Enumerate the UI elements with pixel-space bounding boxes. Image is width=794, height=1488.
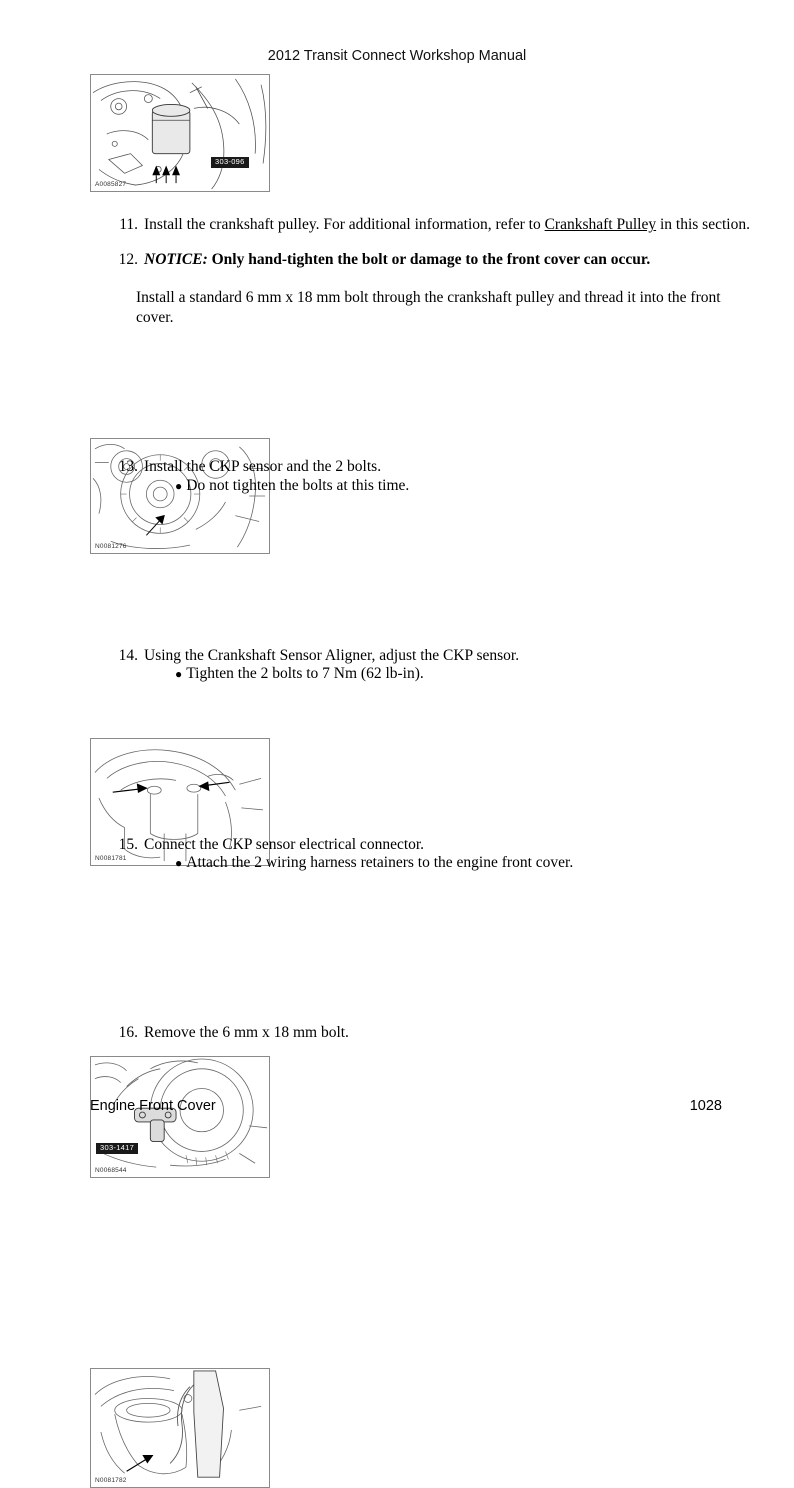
figure-5-caption: N0081782 bbox=[95, 1477, 127, 1484]
step-11 bbox=[112, 215, 752, 234]
step-16 bbox=[112, 1023, 752, 1042]
step-15 bbox=[112, 835, 752, 854]
step-13-text: Install the CKP sensor and the 2 bolts. bbox=[144, 458, 382, 475]
figure-electrical-connector bbox=[90, 1368, 270, 1488]
figure-3-caption: N0081781 bbox=[95, 855, 127, 862]
figure-bolt-through-pulley bbox=[90, 438, 270, 554]
step-12 bbox=[112, 250, 752, 269]
step-15-number: 15. bbox=[118, 836, 138, 853]
page-header bbox=[0, 48, 794, 64]
step-14-number: 14. bbox=[118, 647, 138, 664]
step-16-number: 16. bbox=[118, 1024, 138, 1041]
figure-4-callout: 303-1417 bbox=[96, 1143, 138, 1154]
figure-1-lineart bbox=[91, 75, 269, 191]
step-13-bullet-text: Do not tighten the bolts at this time. bbox=[186, 477, 410, 494]
figure-1-caption: A0085827 bbox=[95, 181, 127, 188]
step-15-text: Connect the CKP sensor electrical connector. bbox=[144, 836, 425, 853]
figure-crankshaft-sensor-aligner bbox=[90, 1056, 270, 1178]
step-16-text: Remove the 6 mm x 18 mm bolt. bbox=[144, 1024, 349, 1041]
footer-page-number: 1028 bbox=[689, 1098, 722, 1114]
step-15-bullet bbox=[175, 853, 755, 872]
footer-section-title: Engine Front Cover bbox=[90, 1098, 216, 1114]
step-15-bullet-text: Attach the 2 wiring harness retainers to the engine front cover. bbox=[186, 854, 574, 871]
step-14-bullet-text: Tighten the 2 bolts to 7 Nm (62 lb-in). bbox=[186, 665, 424, 682]
step-13 bbox=[112, 457, 752, 476]
step-11-text-after: in this section. bbox=[656, 216, 750, 233]
figure-4-caption: N0068544 bbox=[95, 1167, 127, 1174]
figure-crankshaft-pulley-install bbox=[90, 74, 270, 192]
step-13-number: 13. bbox=[118, 458, 138, 475]
bullet-icon: ● bbox=[175, 855, 183, 870]
figure-1-callout: 303-096 bbox=[211, 157, 249, 168]
step-14 bbox=[112, 646, 752, 665]
figure-2-caption: N0081276 bbox=[95, 543, 127, 550]
step-11-text-before: Install the crankshaft pulley. For additional information, refer to bbox=[144, 216, 545, 233]
step-12-paragraph: Install a standard 6 mm x 18 mm bolt through the crankshaft pulley and thread it into the front cover. bbox=[136, 289, 721, 327]
step-11-number: 11. bbox=[119, 216, 138, 233]
figure-5-lineart bbox=[91, 1369, 269, 1487]
step-14-bullet bbox=[175, 664, 755, 683]
link-crankshaft-pulley[interactable]: Crankshaft Pulley bbox=[544, 216, 657, 233]
step-12-number: 12. bbox=[118, 251, 138, 268]
step-13-bullet bbox=[175, 476, 755, 495]
bullet-icon: ● bbox=[175, 478, 183, 493]
notice-body: Only hand-tighten the bolt or damage to the front cover can occur. bbox=[211, 251, 651, 268]
figure-4-lineart bbox=[91, 1057, 269, 1177]
header-title: 2012 Transit Connect Workshop Manual bbox=[267, 48, 527, 64]
step-14-text: Using the Crankshaft Sensor Aligner, adjust the CKP sensor. bbox=[144, 647, 520, 664]
notice-label: NOTICE: bbox=[144, 251, 208, 268]
bullet-icon: ● bbox=[175, 666, 183, 681]
